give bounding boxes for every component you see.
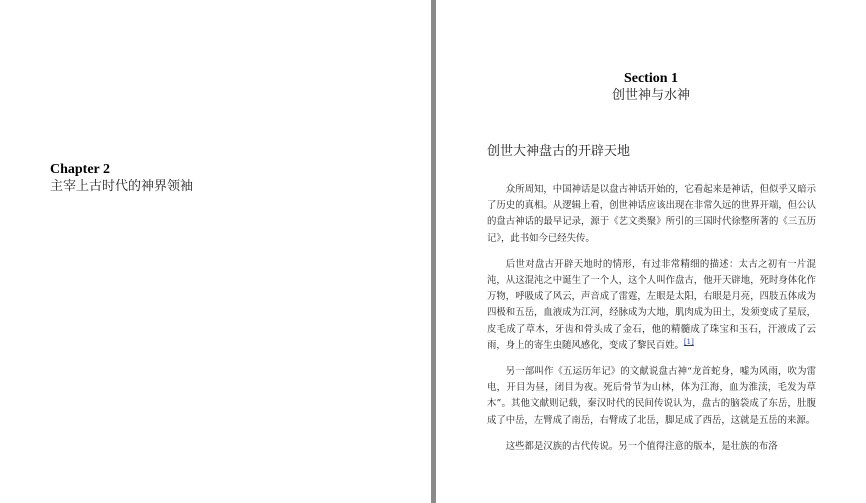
paragraph bbox=[487, 257, 816, 354]
section-label: Section 1 bbox=[623, 71, 679, 86]
left-page bbox=[0, 0, 431, 503]
footnote-link[interactable]: [1] bbox=[683, 337, 694, 346]
body-text bbox=[487, 182, 816, 465]
chapter-header bbox=[50, 161, 193, 195]
chapter-label: Chapter 2 bbox=[50, 162, 111, 177]
paragraph-text: 后世对盘古开辟天地时的情形，有过非常精细的描述：太古之初有一片混沌，从这混沌之中诞生了一个人，这个人叫作盘古，他开天辟地，死时身体化作万物，呼吸成了风云，声音成了雷霆，左眼是太阳，右眼是月亮，四肢五体成为四极和五岳，血液成为江河，经脉成为大地，肌肉成为田土，发须变成了星辰，皮毛成了草木，牙齿和骨头成了金石，他的精髓成了珠宝和玉石，汗液成了云雨，身上的寄生虫随风感化，变成了黎民百姓。 bbox=[487, 258, 816, 351]
paragraph-text: 这些都是汉族的古代传说。另一个值得注意的版本，是壮族的布洛 bbox=[505, 440, 778, 452]
right-page[interactable] bbox=[436, 0, 866, 503]
paragraph bbox=[487, 182, 816, 247]
paragraph-text: 众所周知，中国神话是以盘古神话开始的，它看起来是神话，但似乎又暗示了历史的真相。从逻辑上看，创世神话应该出现在非常久远的世界开端，但公认的盘古神话的最早记录，源于《艺文类聚》所引的三国时代徐整所著的《三五历记》，此书如今已经失传。 bbox=[487, 184, 816, 244]
paragraph bbox=[487, 439, 816, 455]
section-title: 创世神与水神 bbox=[611, 88, 690, 103]
article-heading: 创世大神盘古的开辟天地 bbox=[487, 144, 631, 159]
section-header bbox=[436, 70, 866, 104]
paragraph bbox=[487, 364, 816, 429]
chapter-title: 主宰上古时代的神界领袖 bbox=[50, 179, 194, 194]
paragraph-text: 另一部叫作《五运历年记》的文献说盘古神“龙首蛇身，嘘为风雨，吹为雷电，开目为昼，闭目为夜。死后骨节为山林，体为江海，血为淮渎，毛发为草木”。其他文献则记载，秦汉时代的民间传说认为，盘古的脑袋成了东岳，肚腹成了中岳，左臂成了南岳，右臂成了北岳，脚足成了西岳，这就是五岳的来源。 bbox=[487, 366, 816, 426]
